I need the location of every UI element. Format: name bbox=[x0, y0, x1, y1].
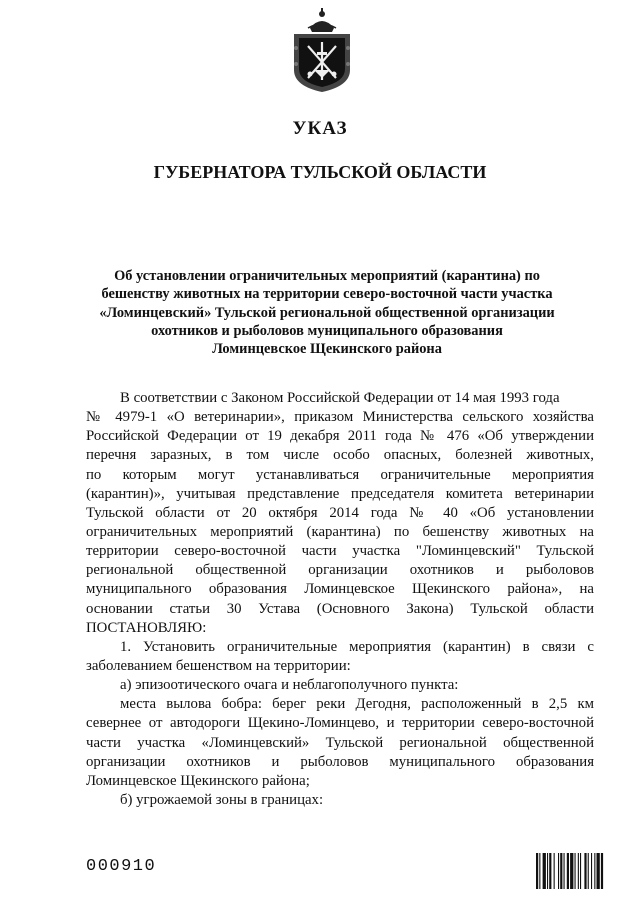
body-line: Российской Федерации от 19 декабря 2011 года № 476 «Об утверждении bbox=[86, 428, 594, 445]
barcode-image bbox=[536, 853, 626, 889]
subject-line: «Ломинцевский» Тульской региональной общественной организации bbox=[99, 304, 555, 321]
subject-line: Ломинцевское Щекинского района bbox=[212, 341, 442, 358]
body-line: территории северо-восточной части участка "Ломинцевский" Тульской bbox=[86, 543, 594, 560]
barcode-bar bbox=[558, 853, 559, 889]
barcode-bar bbox=[539, 853, 540, 889]
decree-body bbox=[86, 389, 594, 810]
barcode-bar bbox=[588, 853, 589, 889]
body-line: основании статьи 30 Устава (Основного Закона) Тульской области bbox=[86, 600, 594, 617]
body-line: а) эпизоотического очага и неблагополучного пункта: bbox=[120, 677, 459, 694]
body-line: места вылова бобра: берег реки Дегодня, расположенный в 2,5 км bbox=[120, 696, 594, 713]
barcode-bar bbox=[547, 853, 548, 889]
decree-subject bbox=[92, 267, 562, 358]
document-type-title: УКАЗ bbox=[292, 118, 348, 139]
body-line: Ломинцевское Щекинского района; bbox=[86, 772, 310, 789]
body-line: муниципального образования Ломинцевское Щекинского района», на bbox=[86, 581, 594, 598]
body-line: Тульской области от 20 октября 2014 года № 40 «Об установлении bbox=[86, 504, 594, 521]
body-line: 1. Установить ограничительные мероприятия (карантин) в связи с bbox=[120, 638, 594, 655]
barcode-bar bbox=[584, 853, 586, 889]
barcode-bar bbox=[549, 853, 551, 889]
barcode-bar bbox=[560, 853, 562, 889]
barcode-bar bbox=[575, 853, 576, 889]
barcode-bar bbox=[601, 853, 603, 889]
barcode-bar bbox=[543, 853, 546, 889]
body-line: части участка «Ломинцевский» Тульской региональной общественной bbox=[86, 734, 594, 751]
coat-of-arms-emblem bbox=[290, 8, 354, 94]
body-line: (карантин)», учитывая представление председателя комитета ветеринарии bbox=[86, 485, 594, 502]
document-number: 000910 bbox=[86, 857, 157, 876]
body-line: региональной общественной организации охотников и рыболовов bbox=[86, 562, 594, 579]
barcode-bar bbox=[567, 853, 569, 889]
barcode-bar bbox=[554, 853, 555, 889]
subject-line: Об установлении ограничительных мероприятий (карантина) по bbox=[114, 268, 540, 284]
body-line: заболеванием бешенством на территории: bbox=[86, 657, 351, 674]
subject-line: охотников и рыболовов муниципального образования bbox=[151, 322, 503, 339]
barcode-bar bbox=[570, 853, 573, 889]
body-line: В соответствии с Законом Российской Федерации от 14 мая 1993 года bbox=[120, 390, 560, 406]
barcode-bar bbox=[578, 853, 579, 889]
barcode-bar bbox=[597, 853, 600, 889]
body-line: № 4979-1 «О ветеринарии», приказом Министерства сельского хозяйства bbox=[86, 409, 594, 426]
body-line: ограничительных мероприятий (карантина) по бешенству животных на bbox=[86, 523, 594, 540]
body-line: севернее от автодороги Щекино-Ломинцево, и территории северо-восточной bbox=[86, 715, 594, 732]
issuer-title: ГУБЕРНАТОРА ТУЛЬСКОЙ ОБЛАСТИ bbox=[153, 162, 487, 182]
barcode-bar bbox=[591, 853, 592, 889]
resolution-keyword: ПОСТАНОВЛЯЮ: bbox=[86, 619, 207, 636]
barcode-bar bbox=[580, 853, 581, 889]
subject-line: бешенству животных на территории северо-восточной части участка bbox=[101, 286, 553, 303]
body-line: б) угрожаемой зоны в границах: bbox=[120, 791, 324, 808]
body-line: организации охотников и рыболовов муниципального образования bbox=[86, 753, 594, 770]
body-line: перечня заразных, в том числе особо опасных, болезней животных, bbox=[86, 447, 594, 464]
body-line: по которым могут устанавливаться ограничительные мероприятия bbox=[86, 466, 594, 483]
barcode-bar bbox=[536, 853, 538, 889]
barcode-bar bbox=[564, 853, 565, 889]
barcode-bar bbox=[594, 853, 595, 889]
